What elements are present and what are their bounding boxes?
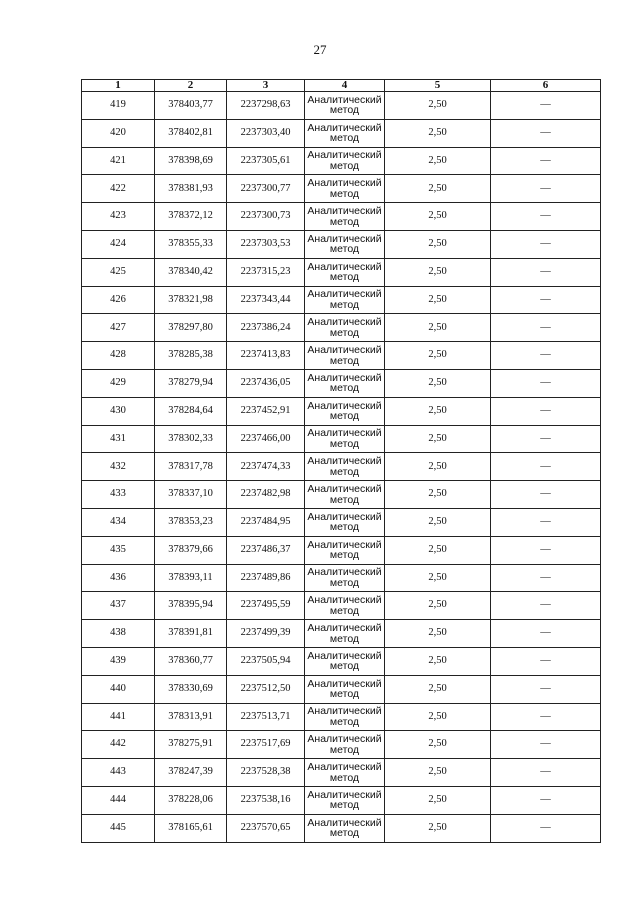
note-cell: — [491,203,601,231]
x-coordinate-cell: 378228,06 [155,786,227,814]
method-text-line: метод [329,688,360,701]
note-cell: — [491,620,601,648]
y-coordinate-cell: 2237303,53 [227,230,305,258]
point-number-cell: 425 [82,258,155,286]
method-cell [305,731,385,759]
method-cell [305,175,385,203]
note-cell: — [491,592,601,620]
method-text-line: Аналитический [307,788,382,801]
y-coordinate-cell: 2237315,23 [227,258,305,286]
method-text-line: Аналитический [307,316,382,329]
method-cell [305,703,385,731]
note-cell: — [491,147,601,175]
table-row [82,703,601,731]
accuracy-cell: 2,50 [385,647,491,675]
method-text-line: метод [329,465,360,478]
accuracy-cell: 2,50 [385,175,491,203]
x-coordinate-cell: 378247,39 [155,759,227,787]
note-cell: — [491,453,601,481]
x-coordinate-cell: 378379,66 [155,536,227,564]
method-cell [305,286,385,314]
x-coordinate-cell: 378340,42 [155,258,227,286]
method-text-line: Аналитический [307,371,382,384]
method-text-line: метод [329,604,360,617]
method-cell [305,425,385,453]
method-cell [305,786,385,814]
method-cell [305,759,385,787]
note-cell: — [491,425,601,453]
note-cell: — [491,564,601,592]
point-number-cell: 441 [82,703,155,731]
table-row [82,92,601,120]
table-row [82,119,601,147]
y-coordinate-cell: 2237513,71 [227,703,305,731]
accuracy-cell: 2,50 [385,203,491,231]
method-text-line: метод [329,799,360,812]
header-row [82,80,601,92]
table-header [82,80,601,92]
accuracy-cell: 2,50 [385,119,491,147]
method-text-line: метод [329,632,360,645]
note-cell: — [491,508,601,536]
x-coordinate-cell: 378381,93 [155,175,227,203]
note-cell: — [491,481,601,509]
method-text-line: метод [329,298,360,311]
accuracy-cell: 2,50 [385,675,491,703]
note-cell: — [491,814,601,842]
accuracy-cell: 2,50 [385,314,491,342]
method-cell [305,453,385,481]
note-cell: — [491,397,601,425]
point-number-cell: 427 [82,314,155,342]
method-text-line: Аналитический [307,399,382,412]
point-number-cell: 423 [82,203,155,231]
table-row [82,620,601,648]
method-text-line: метод [329,576,360,589]
y-coordinate-cell: 2237300,77 [227,175,305,203]
accuracy-cell: 2,50 [385,536,491,564]
accuracy-cell: 2,50 [385,369,491,397]
note-cell: — [491,647,601,675]
method-cell [305,92,385,120]
method-cell [305,536,385,564]
table-row [82,453,601,481]
note-cell: — [491,703,601,731]
method-text-line: метод [329,493,360,506]
method-cell [305,508,385,536]
x-coordinate-cell: 378402,81 [155,119,227,147]
note-cell: — [491,759,601,787]
method-text-line: Аналитический [307,205,382,218]
table-row [82,786,601,814]
method-text-line: Аналитический [307,177,382,190]
note-cell: — [491,119,601,147]
method-text-line: Аналитический [307,149,382,162]
x-coordinate-cell: 378317,78 [155,453,227,481]
accuracy-cell: 2,50 [385,508,491,536]
method-cell [305,258,385,286]
y-coordinate-cell: 2237466,00 [227,425,305,453]
table-row [82,564,601,592]
method-cell [305,397,385,425]
x-coordinate-cell: 378330,69 [155,675,227,703]
method-text-line: метод [329,827,360,840]
y-coordinate-cell: 2237474,33 [227,453,305,481]
point-number-cell: 432 [82,453,155,481]
table-row [82,481,601,509]
method-text-line: метод [329,104,360,117]
note-cell: — [491,786,601,814]
y-coordinate-cell: 2237482,98 [227,481,305,509]
accuracy-cell: 2,50 [385,286,491,314]
y-coordinate-cell: 2237343,44 [227,286,305,314]
table-row [82,397,601,425]
point-number-cell: 426 [82,286,155,314]
point-number-cell: 440 [82,675,155,703]
coordinates-table [81,79,601,843]
method-text-line: Аналитический [307,455,382,468]
method-text-line: Аналитический [307,510,382,523]
x-coordinate-cell: 378279,94 [155,369,227,397]
y-coordinate-cell: 2237452,91 [227,397,305,425]
x-coordinate-cell: 378297,80 [155,314,227,342]
method-cell [305,620,385,648]
table-row [82,314,601,342]
accuracy-cell: 2,50 [385,592,491,620]
method-text-line: метод [329,354,360,367]
method-text-line: Аналитический [307,121,382,134]
x-coordinate-cell: 378355,33 [155,230,227,258]
table-row [82,203,601,231]
method-text-line: Аналитический [307,761,382,774]
y-coordinate-cell: 2237489,86 [227,564,305,592]
accuracy-cell: 2,50 [385,564,491,592]
note-cell: — [491,258,601,286]
x-coordinate-cell: 378353,23 [155,508,227,536]
table-row [82,536,601,564]
method-cell [305,647,385,675]
table-row [82,647,601,675]
method-cell [305,481,385,509]
note-cell: — [491,675,601,703]
method-text-line: Аналитический [307,288,382,301]
table-row [82,731,601,759]
point-number-cell: 422 [82,175,155,203]
table-row [82,814,601,842]
point-number-cell: 420 [82,119,155,147]
y-coordinate-cell: 2237505,94 [227,647,305,675]
method-text-line: Аналитический [307,260,382,273]
method-text-line: Аналитический [307,733,382,746]
method-cell [305,564,385,592]
accuracy-cell: 2,50 [385,425,491,453]
point-number-cell: 444 [82,786,155,814]
method-cell [305,203,385,231]
x-coordinate-cell: 378391,81 [155,620,227,648]
point-number-cell: 439 [82,647,155,675]
table-row [82,230,601,258]
accuracy-cell: 2,50 [385,814,491,842]
table-row [82,508,601,536]
y-coordinate-cell: 2237538,16 [227,786,305,814]
accuracy-cell: 2,50 [385,620,491,648]
y-coordinate-cell: 2237517,69 [227,731,305,759]
method-text-line: Аналитический [307,538,382,551]
x-coordinate-cell: 378337,10 [155,481,227,509]
method-cell [305,369,385,397]
y-coordinate-cell: 2237300,73 [227,203,305,231]
method-text-line: метод [329,437,360,450]
point-number-cell: 431 [82,425,155,453]
method-text-line: метод [329,743,360,756]
method-text-line: метод [329,159,360,172]
method-text-line: метод [329,771,360,784]
note-cell: — [491,286,601,314]
method-text-line: Аналитический [307,483,382,496]
note-cell: — [491,314,601,342]
method-text-line: метод [329,549,360,562]
method-text-line: Аналитический [307,677,382,690]
method-text-line: метод [329,410,360,423]
method-text-line: Аналитический [307,594,382,607]
point-number-cell: 437 [82,592,155,620]
method-text-line: метод [329,660,360,673]
x-coordinate-cell: 378284,64 [155,397,227,425]
accuracy-cell: 2,50 [385,258,491,286]
method-text-line: Аналитический [307,427,382,440]
x-coordinate-cell: 378165,61 [155,814,227,842]
method-text-line: метод [329,215,360,228]
y-coordinate-cell: 2237570,65 [227,814,305,842]
point-number-cell: 443 [82,759,155,787]
header-col-1: 1 [82,80,155,92]
x-coordinate-cell: 378285,38 [155,342,227,370]
point-number-cell: 419 [82,92,155,120]
table-row [82,369,601,397]
y-coordinate-cell: 2237512,50 [227,675,305,703]
y-coordinate-cell: 2237499,39 [227,620,305,648]
accuracy-cell: 2,50 [385,342,491,370]
method-text-line: метод [329,271,360,284]
table-row [82,258,601,286]
point-number-cell: 436 [82,564,155,592]
table-row [82,759,601,787]
method-text-line: метод [329,382,360,395]
table-row [82,147,601,175]
header-col-3: 3 [227,80,305,92]
accuracy-cell: 2,50 [385,453,491,481]
x-coordinate-cell: 378403,77 [155,92,227,120]
point-number-cell: 434 [82,508,155,536]
method-text-line: метод [329,326,360,339]
method-text-line: Аналитический [307,232,382,245]
header-col-5: 5 [385,80,491,92]
accuracy-cell: 2,50 [385,481,491,509]
accuracy-cell: 2,50 [385,786,491,814]
method-text-line: Аналитический [307,816,382,829]
method-cell [305,814,385,842]
x-coordinate-cell: 378393,11 [155,564,227,592]
table-row [82,425,601,453]
accuracy-cell: 2,50 [385,92,491,120]
y-coordinate-cell: 2237495,59 [227,592,305,620]
method-cell [305,147,385,175]
method-text-line: Аналитический [307,622,382,635]
y-coordinate-cell: 2237484,95 [227,508,305,536]
method-text-line: Аналитический [307,566,382,579]
note-cell: — [491,230,601,258]
method-text-line: метод [329,521,360,534]
accuracy-cell: 2,50 [385,397,491,425]
y-coordinate-cell: 2237303,40 [227,119,305,147]
note-cell: — [491,369,601,397]
note-cell: — [491,342,601,370]
header-col-6: 6 [491,80,601,92]
x-coordinate-cell: 378360,77 [155,647,227,675]
x-coordinate-cell: 378275,91 [155,731,227,759]
x-coordinate-cell: 378395,94 [155,592,227,620]
y-coordinate-cell: 2237413,83 [227,342,305,370]
method-text-line: Аналитический [307,649,382,662]
note-cell: — [491,731,601,759]
method-cell [305,675,385,703]
point-number-cell: 421 [82,147,155,175]
point-number-cell: 430 [82,397,155,425]
y-coordinate-cell: 2237486,37 [227,536,305,564]
method-cell [305,314,385,342]
x-coordinate-cell: 378321,98 [155,286,227,314]
method-cell [305,592,385,620]
note-cell: — [491,92,601,120]
table-row [82,675,601,703]
point-number-cell: 442 [82,731,155,759]
table-body [82,92,601,843]
table-row [82,175,601,203]
y-coordinate-cell: 2237305,61 [227,147,305,175]
point-number-cell: 435 [82,536,155,564]
y-coordinate-cell: 2237298,63 [227,92,305,120]
method-text-line: метод [329,187,360,200]
table-row [82,286,601,314]
accuracy-cell: 2,50 [385,230,491,258]
y-coordinate-cell: 2237386,24 [227,314,305,342]
y-coordinate-cell: 2237528,38 [227,759,305,787]
x-coordinate-cell: 378398,69 [155,147,227,175]
point-number-cell: 429 [82,369,155,397]
x-coordinate-cell: 378372,12 [155,203,227,231]
method-text-line: метод [329,715,360,728]
y-coordinate-cell: 2237436,05 [227,369,305,397]
accuracy-cell: 2,50 [385,703,491,731]
page-number: 27 [313,42,327,57]
method-text-line: Аналитический [307,93,382,106]
point-number-cell: 433 [82,481,155,509]
note-cell: — [491,536,601,564]
table-row [82,592,601,620]
table-row [82,342,601,370]
accuracy-cell: 2,50 [385,731,491,759]
header-col-2: 2 [155,80,227,92]
point-number-cell: 428 [82,342,155,370]
method-cell [305,119,385,147]
method-text-line: Аналитический [307,705,382,718]
point-number-cell: 445 [82,814,155,842]
accuracy-cell: 2,50 [385,759,491,787]
point-number-cell: 424 [82,230,155,258]
x-coordinate-cell: 378313,91 [155,703,227,731]
point-number-cell: 438 [82,620,155,648]
header-col-4: 4 [305,80,385,92]
method-cell [305,342,385,370]
method-text-line: Аналитический [307,344,382,357]
x-coordinate-cell: 378302,33 [155,425,227,453]
method-text-line: метод [329,243,360,256]
accuracy-cell: 2,50 [385,147,491,175]
method-cell [305,230,385,258]
method-text-line: метод [329,132,360,145]
note-cell: — [491,175,601,203]
